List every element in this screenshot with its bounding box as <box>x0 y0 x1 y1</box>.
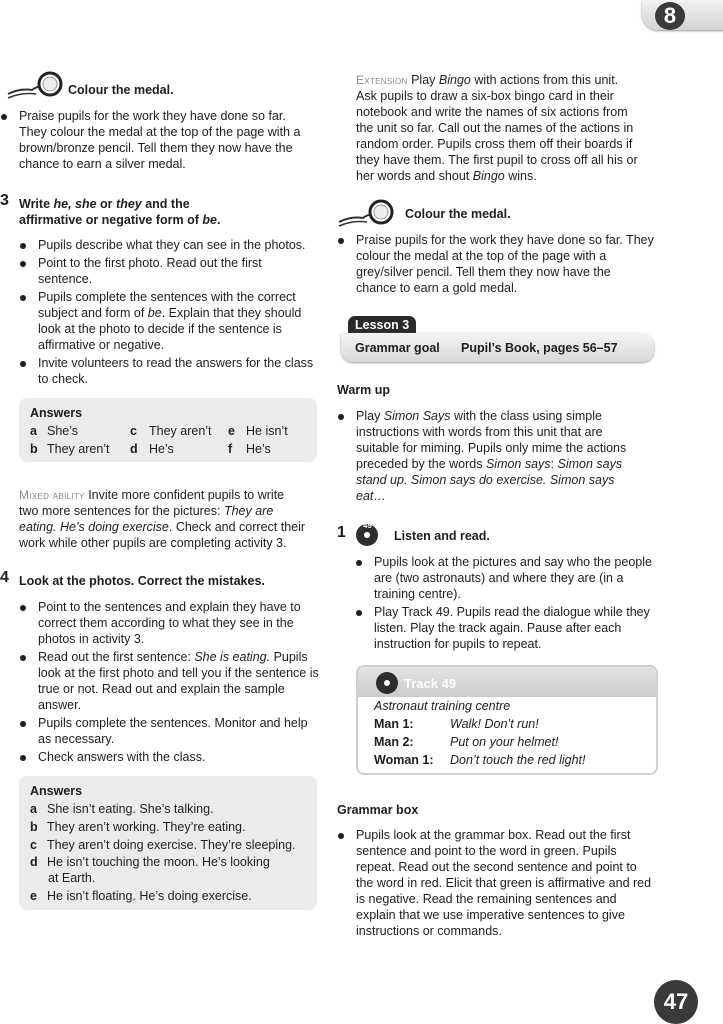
list-item: Pupils complete the sentences with the correct subject and form of be. Explain that they should look at the photo to decide if the sentence is affirmative or negative. <box>38 289 318 353</box>
dialogue-line: Put on your helmet! <box>450 735 559 749</box>
extension-note: Extension Play Bingo with actions from this unit. Ask pupils to draw a six-box bingo card in their notebook and write the names of six actions from the unit so far. Call out the names of the actions in random order. Pupils cross them off their boards if they have them. The first pupil to cross off all his or her words and shout Bingo wins. <box>356 73 638 183</box>
list-item: Point to the sentences and explain they have to correct them according to what they see in the photos in activity 3. <box>38 599 320 647</box>
grammar-box-list <box>356 827 656 939</box>
grammar-goal-label: Grammar goal <box>355 341 440 355</box>
answers-title: Answers <box>30 784 83 798</box>
warm-up-list <box>356 408 656 504</box>
track-box <box>356 665 658 775</box>
dialogue-line: Don’t touch the red light! <box>450 753 586 767</box>
answers-title: Answers <box>30 406 83 420</box>
activity4-list <box>38 599 320 765</box>
list-item: Invite volunteers to read the answers for the class to check. <box>38 355 318 387</box>
activity4-heading: Look at the photos. Correct the mistakes. <box>19 574 265 588</box>
speaker: Woman 1: <box>374 753 434 767</box>
track-subtitle: Astronaut training centre <box>374 699 511 713</box>
colour-medal-list-2 <box>356 232 654 296</box>
grammar-box-heading: Grammar box <box>337 803 419 817</box>
activity-number-3: 3 <box>0 192 9 209</box>
track-title: Track 49 <box>404 676 457 691</box>
list-item: Pupils look at the pictures and say who the people are (two astronauts) and where they are (in a training centre). <box>374 554 658 602</box>
colour-medal-heading-2: Colour the medal. <box>405 207 511 221</box>
list-item: Read out the first sentence: She is eating. Pupils look at the first photo and tell you if the sentence is true or not. Read out and explain the sample answer. <box>38 650 319 712</box>
list-item: Praise pupils for the work they have done so far. They colour the medal at the top of the page with a grey/silver pencil. Tell them they now have the chance to earn a gold medal. <box>356 233 654 295</box>
activity-number-4: 4 <box>0 569 9 586</box>
pupils-book-pages: Pupil’s Book, pages 56–57 <box>461 341 618 355</box>
activity1-list <box>374 554 658 652</box>
activity3-heading: Write he, she or they and the affirmative or negative form of be. <box>19 197 221 227</box>
mixed-ability-label: Mixed ability <box>19 488 85 502</box>
activity1-heading: Listen and read. <box>394 529 490 543</box>
answers-box-3: Answers a She’s b They aren’t c They aren’t d He’s e He isn’t f He’s <box>19 398 317 462</box>
list-item: Pupils look at the grammar box. Read out the first sentence and point to the word in green. Pupils repeat. Read out the second sentence and point to the word in red. Elicit that green is affirmative and red is negative. Read the remaining sentences and explain that we use imperative sentences to give instructions or commands. <box>356 827 656 939</box>
cd-icon <box>376 672 398 694</box>
extension-label: Extension <box>356 73 408 87</box>
list-item: Play Simon Says with the class using simple instructions with words from this unit that are suitable for miming. Pupils only mime the actions preceded by the words Simon says: Simon says stand up. Simon says do exercise. Simon says eat… <box>356 408 656 504</box>
track-box-header <box>358 667 656 697</box>
chapter-number: 8 <box>655 2 685 30</box>
mixed-ability-note: Mixed ability Invite more confident pupils to write two more sentences for the pictures: They are eating. He’s doing exercise. Check and correct their work while other pupils are completing activity 3. <box>19 488 306 550</box>
list-item: Check answers with the class. <box>38 749 320 765</box>
magnifier-icon <box>6 68 66 104</box>
magnifier-icon <box>337 196 397 232</box>
colour-medal-list-1 <box>19 108 315 172</box>
colour-medal-heading-1: Colour the medal. <box>68 83 174 97</box>
warm-up-heading: Warm up <box>337 383 391 397</box>
list-item: Play Track 49. Pupils read the dialogue while they listen. Play the track again. Pause after each instruction for pupils to repeat. <box>374 604 658 652</box>
lesson-tag: Lesson 3 <box>348 316 416 333</box>
page-number: 47 <box>654 980 698 1024</box>
list-item: Praise pupils for the work they have done so far. They colour the medal at the top of the page with a brown/bronze pencil. Tell them they now have the chance to earn a silver medal. <box>19 108 315 172</box>
grammar-goal-bar <box>341 333 654 362</box>
list-item: Point to the first photo. Read out the first sentence. <box>38 255 318 287</box>
list-item: Pupils complete the sentences. Monitor and help as necessary. <box>38 715 320 747</box>
track-badge: 49 <box>363 521 372 530</box>
dialogue-line: Walk! Don’t run! <box>450 717 539 731</box>
answers-box-4: Answers a She isn’t eating. She’s talking. b They aren’t working. They’re eating. c They aren’t doing exercise. They’re sleeping. d He isn’t touching the moon. He’s looking at Earth. e He isn’t floating. He’s doing exercise. <box>19 776 317 910</box>
list-item: Pupils describe what they can see in the photos. <box>38 237 318 253</box>
speaker: Man 2: <box>374 735 414 749</box>
speaker: Man 1: <box>374 717 414 731</box>
activity3-list <box>38 237 318 387</box>
activity-number-1: 1 <box>337 524 346 541</box>
